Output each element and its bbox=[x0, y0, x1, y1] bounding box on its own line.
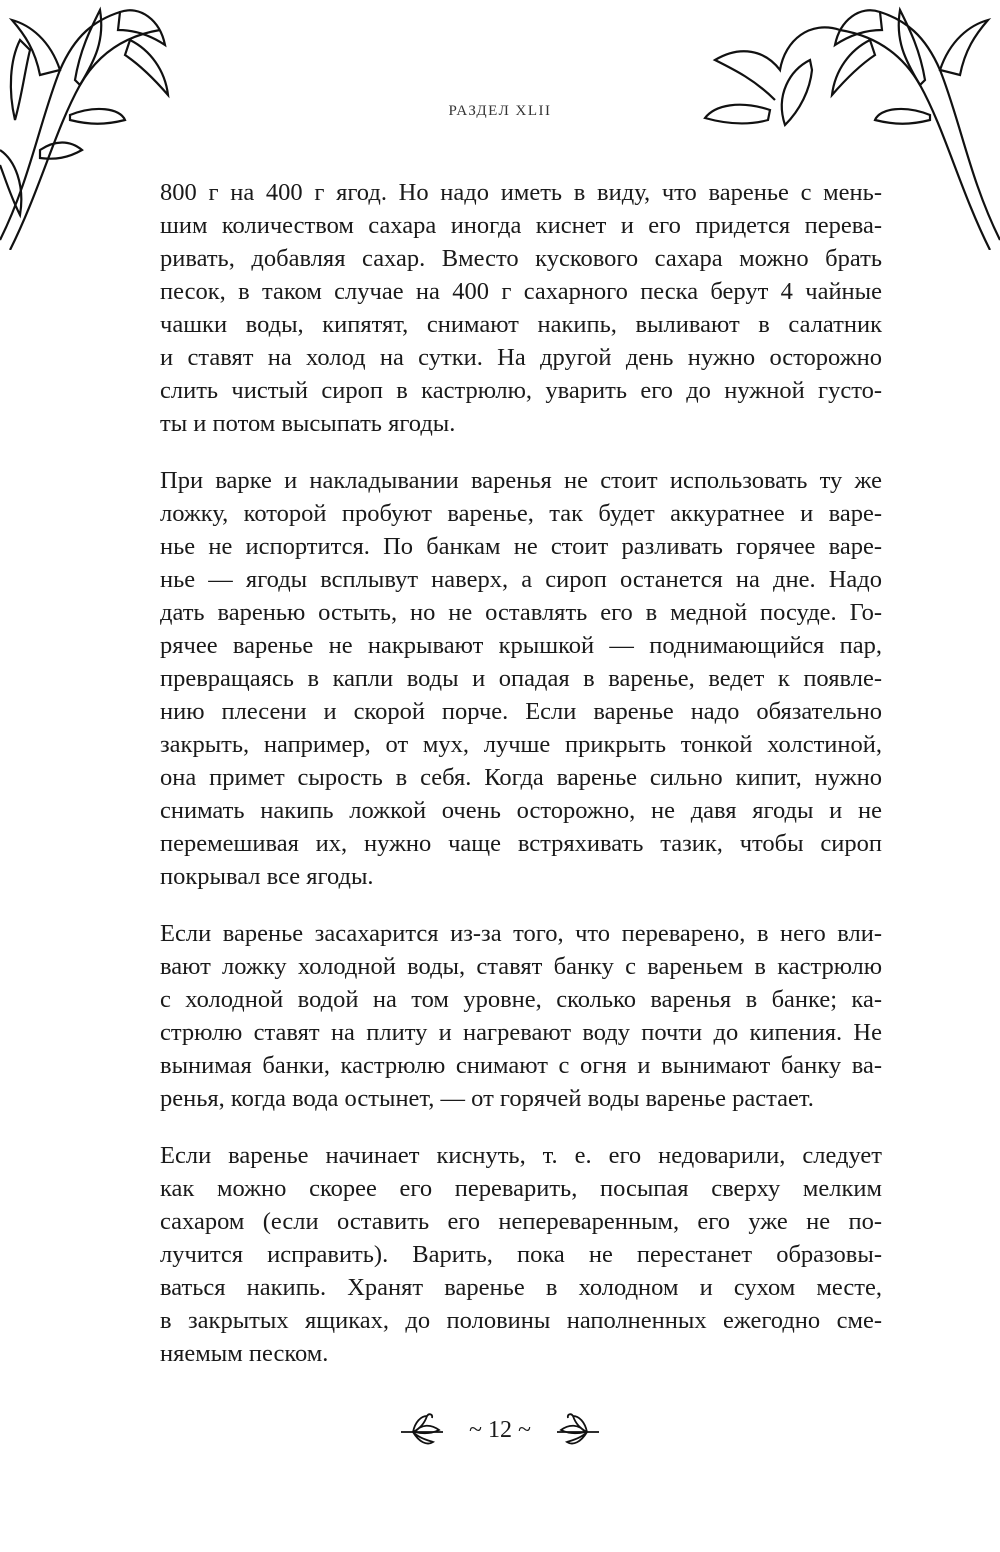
text-line: превращаясь в капли воды и опадая в варенье, ведет к появле- bbox=[160, 665, 882, 692]
text-line: 800 г на 400 г ягод. Но надо иметь в виду, что варенье с мень- bbox=[160, 179, 882, 206]
text-line: с холодной водой на том уровне, сколько варенья в банке; ка- bbox=[160, 986, 882, 1013]
text-line: и ставят на холод на сутки. На другой день нужно осторожно bbox=[160, 344, 882, 371]
paragraph bbox=[160, 176, 882, 440]
text-line: закрыть, например, от мух, лучше прикрыть тонкой холстиной, bbox=[160, 731, 882, 758]
paragraph bbox=[160, 917, 882, 1115]
text-line: вынимая банки, кастрюлю снимают с огня и вынимают банку ва- bbox=[160, 1052, 882, 1079]
paragraph bbox=[160, 1139, 882, 1370]
text-line: сахаром (если оставить его непереваренным, его уже не по- bbox=[160, 1208, 882, 1235]
text-line: как можно скорее его переварить, посыпая сверху мелким bbox=[160, 1175, 882, 1202]
text-line: нию плесени и скорой порче. Если варенье надо обязательно bbox=[160, 698, 882, 725]
text-line: ривать, добавляя сахар. Вместо кускового сахара можно брать bbox=[160, 245, 882, 272]
text-line: нье не испортится. По банкам не стоит разливать горячее варе- bbox=[160, 533, 882, 560]
text-line: Если варенье засахарится из-за того, что переварено, в него вли- bbox=[160, 920, 882, 947]
text-line: При варке и накладывании варенья не стоит использовать ту же bbox=[160, 467, 882, 494]
text-line: вают ложку холодной воды, ставят банку с вареньем в кастрюлю bbox=[160, 953, 882, 980]
text-line: снимать накипь ложкой очень осторожно, не давя ягоды и не bbox=[160, 797, 882, 824]
text-line: в закрытых ящиках, до половины наполненных ежегодно сме- bbox=[160, 1307, 882, 1334]
text-line: песок, в таком случае на 400 г сахарного песка берут 4 чайные bbox=[160, 278, 882, 305]
text-line: ложку, которой пробуют варенье, так будет аккуратнее и варе- bbox=[160, 500, 882, 527]
paragraph bbox=[160, 464, 882, 893]
text-line: чашки воды, кипятят, снимают накипь, выливают в салатник bbox=[160, 311, 882, 338]
text-line: перемешивая их, нужно чаще встряхивать тазик, чтобы сироп bbox=[160, 830, 882, 857]
running-head: РАЗДЕЛ XLII bbox=[448, 103, 552, 119]
text-line: рячее варенье не накрывают крышкой — поднимающийся пар, bbox=[160, 632, 882, 659]
text-line: покрывал все ягоды. bbox=[160, 863, 374, 890]
text-line: ты и потом высыпать ягоды. bbox=[160, 410, 456, 437]
page-number: ~ 12 ~ bbox=[469, 1416, 531, 1443]
text-line: нье — ягоды всплывут наверх, а сироп останется на дне. Надо bbox=[160, 566, 882, 593]
text-line: шим количеством сахара иногда киснет и его придется перева- bbox=[160, 212, 882, 239]
body-text bbox=[160, 176, 882, 1394]
text-line: ваться накипь. Хранят варенье в холодном и сухом месте, bbox=[160, 1274, 882, 1301]
leaf-ornament-right-icon bbox=[555, 1412, 601, 1448]
text-line: лучится исправить). Варить, пока не перестанет образовы- bbox=[160, 1241, 882, 1268]
text-line: она примет сырость в себя. Когда варенье сильно кипит, нужно bbox=[160, 764, 882, 791]
text-line: ренья, когда вода остынет, — от горячей воды варенье растает. bbox=[160, 1085, 814, 1112]
leaf-ornament-left-icon bbox=[399, 1412, 445, 1448]
text-line: стрюлю ставят на плиту и нагревают воду почти до кипения. Не bbox=[160, 1019, 882, 1046]
text-line: Если варенье начинает киснуть, т. е. его недоварили, следует bbox=[160, 1142, 882, 1169]
text-line: няемым песком. bbox=[160, 1340, 329, 1367]
text-line: слить чистый сироп в кастрюлю, уварить его до нужной густо- bbox=[160, 377, 882, 404]
text-line: дать варенью остыть, но не оставлять его в медной посуде. Го- bbox=[160, 599, 882, 626]
page-footer bbox=[0, 1412, 1000, 1448]
